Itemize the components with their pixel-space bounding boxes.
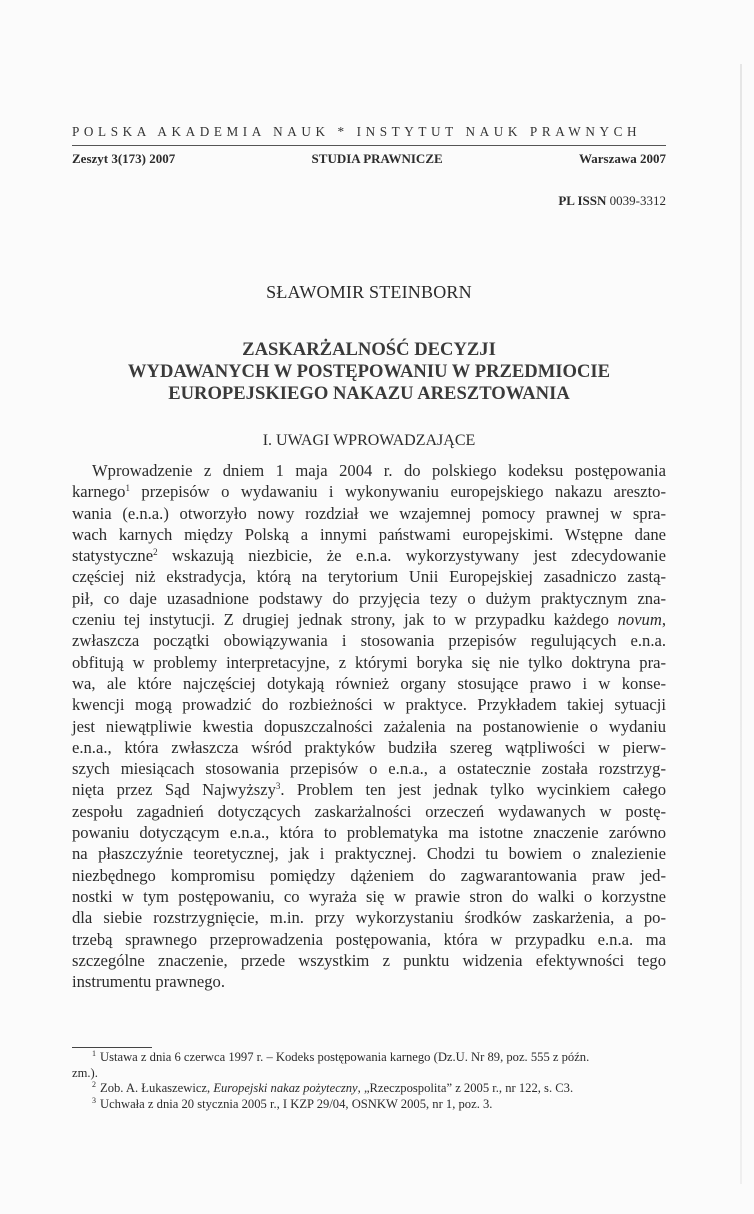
text-run: dla siebie rozstrzygnięcie, m.in. przy wykorzystaniu środków zaskarżenia, a po- xyxy=(72,908,666,928)
text-line xyxy=(72,822,666,843)
text-run: na płaszczyźnie teoretycznej, jak i praktycznej. Chodzi tu bowiem o znalezienie xyxy=(72,844,666,864)
institution-header: POLSKA AKADEMIA NAUK * INSTYTUT NAUK PRAWNYCH xyxy=(72,124,642,139)
issn xyxy=(558,193,666,209)
title-line: ZASKARŻALNOŚĆ DECYZJI xyxy=(242,339,496,360)
text-run: , xyxy=(661,610,666,630)
text-run: częściej niż ekstradycja, którą na terytorium Unii Europejskiej zasadniczo zastą- xyxy=(72,567,666,587)
footnote-text: Ustawa z dnia 6 czerwca 1997 r. – Kodeks postępowania karnego (Dz.U. Nr 89, poz. 555 z późn. xyxy=(100,1050,590,1064)
text-line xyxy=(72,588,666,609)
text-line xyxy=(72,481,666,502)
footnote-number: 2 xyxy=(92,1080,96,1090)
text-run: wskazują niezbicie, że e.n.a. wykorzystywany jest zdecydowanie xyxy=(157,546,666,566)
journal-meta-row xyxy=(72,151,666,167)
text-run: nięta przez Sąd Najwyższy xyxy=(72,780,276,800)
text-line xyxy=(72,971,666,992)
text-line xyxy=(72,737,666,758)
text-run: pił, co daje uzasadnione podstawy do przyjęcia tezy o dużym praktycznym zna- xyxy=(72,588,666,608)
body-paragraph xyxy=(72,460,666,992)
issn-label: PL ISSN xyxy=(558,193,607,208)
footnote-text: Uchwała z dnia 20 stycznia 2005 r., I KZP 29/04, OSNKW 2005, nr 1, poz. 3. xyxy=(100,1096,493,1111)
text-run: instrumentu prawnego. xyxy=(72,972,225,992)
text-line xyxy=(72,929,666,950)
text-line xyxy=(72,652,666,673)
text-line xyxy=(72,950,666,971)
header-rule xyxy=(72,145,666,146)
text-run: trzebą sprawnego przeprowadzenia postępowania, która w przypadku e.n.a. ma xyxy=(72,929,666,949)
footnote-reference: 2 xyxy=(153,547,158,558)
text-run: wa, ale które najczęściej dotykają również organy stosujące prawo i w konse- xyxy=(72,673,666,693)
footnote-title: Europejski nakaz pożyteczny xyxy=(213,1081,358,1096)
footnote xyxy=(72,1097,666,1113)
article-title xyxy=(72,339,666,405)
text-line xyxy=(72,758,666,779)
text-line xyxy=(72,779,666,800)
footnote-number: 3 xyxy=(92,1095,96,1105)
text-run: wach karnych między Polską a innymi państwami europejskimi. Wstępne dane xyxy=(72,524,666,544)
title-line: WYDAWANYCH W POSTĘPOWANIU W PRZEDMIOCIE xyxy=(127,361,611,382)
text-run: e.n.a., która zwłaszcza wśród praktyków budziła szereg wątpliwości w pierw- xyxy=(72,737,666,757)
text-line xyxy=(72,694,666,715)
text-line xyxy=(72,524,666,545)
footnote-text: , „Rzeczpospolita” z 2005 r., nr 122, s. C3. xyxy=(357,1081,574,1096)
text-line xyxy=(72,843,666,864)
text-run: obfitują w problemy interpretacyjne, z którymi boryka się nie tylko doktryna pra- xyxy=(72,652,666,672)
text-run: powaniu dotyczącym e.n.a., która to problematyka ma istotne znaczenie zarówno xyxy=(72,823,666,843)
footnote-continuation: zm.). xyxy=(72,1065,98,1080)
footnote-reference: 3 xyxy=(275,781,281,792)
text-run: niezbędnego kompromisu pomiędzy dążeniem do zagwarantowania praw jed- xyxy=(72,865,666,885)
text-line xyxy=(72,865,666,886)
text-line xyxy=(72,460,666,481)
text-line xyxy=(72,801,666,822)
text-run: szczególne znaczenie, przede wszystkim z punktu widzenia efektywności tego xyxy=(72,950,666,970)
text-line xyxy=(72,545,666,566)
title-line: EUROPEJSKIEGO NAKAZU ARESZTOWANIA xyxy=(168,383,570,404)
place-year: Warszawa 2007 xyxy=(578,151,666,166)
text-run: czeniu tej instytucji. Z drugiej jednak strony, jak to w przypadku każdego xyxy=(72,610,618,630)
footnotes xyxy=(72,1050,666,1112)
text-line xyxy=(72,673,666,694)
text-run: przepisów o wydawaniu i wykonywaniu europejskiego nakazu aresztο- xyxy=(129,482,666,502)
section-heading: I. UWAGI WPROWADZAJĄCE xyxy=(262,432,476,449)
page-edge-shadow xyxy=(740,64,742,1184)
text-run: kwencji mogą prowadzić do rozbieżności w praktyce. Przykładem takiej sytuacji xyxy=(72,695,666,715)
footnote xyxy=(72,1081,666,1097)
footnote-reference: 1 xyxy=(125,483,130,494)
text-run: jest niewątpliwie kwestia dopuszczalności zażalenia na postanowienie o wydaniu xyxy=(72,716,666,736)
text-line xyxy=(72,630,666,651)
journal-name: STUDIA PRAWNICZE xyxy=(311,151,443,166)
footnote-separator xyxy=(72,1047,152,1048)
footnote-number: 1 xyxy=(92,1049,96,1058)
italic-term: novum xyxy=(617,610,662,630)
text-run: zwłaszcza początki obowiązywania i stosowania przepisów regulujących e.n.a. xyxy=(72,631,666,651)
issue-number: Zeszyt 3(173) 2007 xyxy=(72,151,176,166)
text-line xyxy=(72,907,666,928)
article-author: SŁAWOMIR STEINBORN xyxy=(266,282,472,302)
text-run: wania (e.n.a.) otworzyło nowy rozdział we wzajemnej pomocy prawnej w spra- xyxy=(72,503,666,523)
text-line xyxy=(72,503,666,524)
issn-value: 0039-3312 xyxy=(609,193,666,208)
text-run: zespołu zagadnień dotyczących zaskarżalności orzeczeń wydawanych w postę- xyxy=(72,801,666,821)
text-run: karnego xyxy=(72,482,126,502)
text-line xyxy=(72,886,666,907)
text-run: nostki w tym postępowaniu, co wyraża się w prawie stron do walki o korzystne xyxy=(72,886,666,906)
footnote-text: Zob. A. Łukaszewicz, xyxy=(100,1081,214,1096)
text-run: Wprowadzenie z dniem 1 maja 2004 r. do polskiego kodeksu postępowania xyxy=(92,461,666,480)
text-line xyxy=(72,566,666,587)
text-run: szych miesiącach stosowania przepisów o e.n.a., a ostatecznie została rozstrzyg- xyxy=(72,759,666,779)
text-run: . Problem ten jest jednak tylko wycinkiem całego xyxy=(280,780,666,800)
footnote xyxy=(72,1050,666,1066)
text-line xyxy=(72,609,666,630)
text-run: statystyczne xyxy=(72,546,154,566)
text-line xyxy=(72,716,666,737)
